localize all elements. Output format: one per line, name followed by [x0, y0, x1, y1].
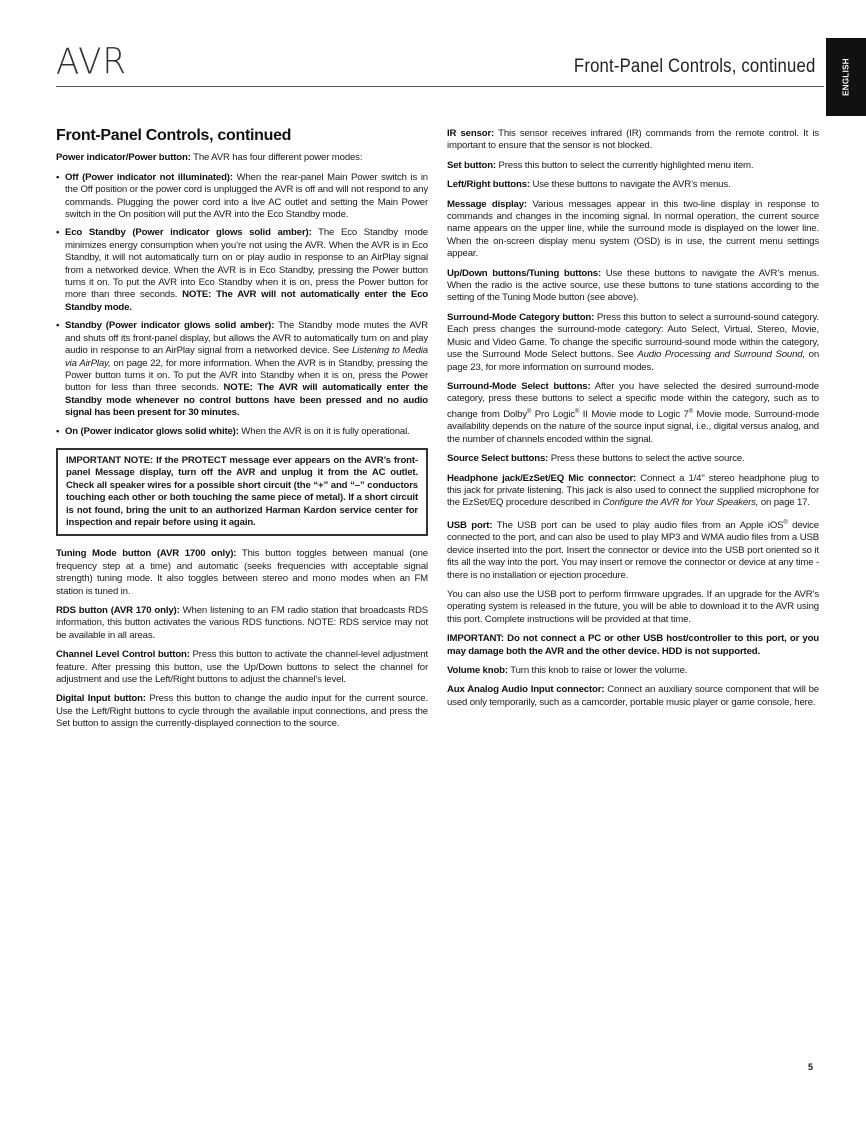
brand-logo: AVR — [56, 41, 127, 83]
mode-label: Standby (Power indicator glows solid amber): — [65, 320, 275, 332]
source-select-description — [447, 453, 819, 465]
control-label: RDS button (AVR 170 only): — [56, 605, 180, 616]
control-label: Left/Right buttons: — [447, 179, 530, 191]
mode-label: Eco Standby (Power indicator glows solid amber): — [65, 227, 312, 239]
control-description — [56, 548, 428, 598]
control-text: Press this button to select the currently highlighted menu item. — [495, 159, 754, 171]
control-label: IR sensor: — [447, 128, 495, 139]
control-label: Aux Analog Audio Input connector: — [447, 684, 605, 696]
power-paragraph — [56, 152, 428, 164]
power-label: Power indicator/Power button: — [56, 152, 191, 164]
control-description — [447, 199, 819, 261]
control-label: Headphone jack/EzSet/EQ Mic connector: — [447, 472, 637, 484]
mode-note: NOTE: The AVR will automatically enter the Standby mode whenever no control buttons have been pressed and no audio signal has been present for 30 minutes. — [65, 382, 428, 419]
control-description — [56, 693, 428, 730]
important-text: IMPORTANT: Do not connect a PC or other USB host/controller to this port, or you may damage both the AVR and the other device. HDD is not supported. — [447, 633, 819, 657]
language-tab — [826, 38, 866, 116]
control-text: Use these buttons to navigate the AVR’s menus. When the radio is the active source, use these buttons to tune stations according to the setting of the Tuning Mode button (see above). — [447, 267, 819, 304]
usb-firmware-paragraph: You can also use the USB port to perform firmware upgrades. If an upgrade for the AVR’s operating system is released in the future, you will be able to download it to the AVR using this port. Complete instructions will be provided at that time. — [447, 588, 819, 625]
control-text: This sensor receives infrared (IR) commands from the remote control. It is important to ensure that the sensor is not blocked. — [447, 128, 819, 152]
mode-text: When the rear-panel Main Power switch is in the Off position or the power cord is unplugged the AVR is off and will not respond to any commands. Plugging the power cord into a live AC outlet and setting the Main Power switch in the On position will put the AVR into the Eco Standby mode. — [65, 171, 428, 221]
control-label: Message display: — [447, 198, 527, 210]
control-label: Channel Level Control button: — [56, 649, 190, 661]
important-warning — [447, 633, 819, 658]
mode-note: NOTE: The AVR will not automatically enter the Eco Standby mode. — [65, 289, 428, 313]
control-label: USB port: — [447, 519, 493, 531]
usb-description — [447, 517, 819, 582]
control-description — [447, 128, 819, 153]
control-text: Use these buttons to navigate the AVR’s menus. — [529, 179, 731, 191]
important-note-box: IMPORTANT NOTE: If the PROTECT message ever appears on the AVR’s front-panel Message display, turn off the AVR and unplug it from the AC outlet. Check all speaker wires for a possible short circuit (the “+” and “–” conductors touching each other or both touching the same piece of metal). If a short circuit is not found, bring the unit to an authorized Harman Kardon service center for inspection and repair before using it again. — [56, 448, 428, 536]
left-column — [56, 127, 429, 738]
control-text: Press these buttons to select the active source. — [548, 453, 745, 465]
list-item — [56, 426, 428, 438]
control-description — [56, 649, 428, 686]
control-description — [447, 268, 819, 305]
control-text: on page 17. — [758, 497, 810, 509]
cross-reference: Audio Processing and Surround Sound, — [637, 349, 805, 361]
language-tab-label: ENGLISH — [841, 58, 851, 96]
control-text: II Movie mode to Logic 7 — [579, 408, 689, 420]
power-text: The AVR has four different power modes: — [190, 152, 363, 164]
list-item — [56, 320, 428, 419]
headphone-description — [447, 473, 819, 510]
control-text: When listening to an FM radio station that broadcasts RDS information, this button activates the various RDS functions. NOTE: RDS service may not be available in all areas. — [56, 605, 428, 641]
cross-reference: Listening to Media via AirPlay, — [65, 345, 428, 369]
control-text: This button toggles between manual (one frequency step at a time) and automatic (seeks frequencies with acceptable signal strength) tuning mode. It also toggles between stereo and mono modes when an FM station is tuned in. — [56, 548, 428, 597]
list-item — [56, 172, 428, 222]
control-label: Source Select buttons: — [447, 453, 549, 465]
registered-mark: ® — [574, 408, 580, 415]
control-text: Connect an auxiliary source component that will be used only temporarily, such as a camcorder, portable music player or game console, here. — [447, 684, 819, 708]
control-label: Volume knob: — [447, 665, 508, 676]
control-description — [56, 605, 428, 642]
surround-category-description — [447, 312, 819, 374]
control-text: on page 23, for more information on surround modes. — [447, 349, 820, 373]
running-title: Front-Panel Controls, continued — [573, 56, 815, 77]
control-label: Surround-Mode Category button: — [447, 311, 595, 323]
control-description — [447, 160, 819, 172]
control-label: Tuning Mode button (AVR 1700 only): — [56, 548, 237, 560]
mode-text: When the AVR is on it is fully operational. — [238, 425, 410, 437]
control-text: device connected to the port, and can also be used to play MP3 and WMA audio files from a USB device inserted into the port. Insert the connector or device into the USB port oriented so it fits all the way into the port. You may insert or remove the connector or device at any time - there is no installation or ejection procedure. — [447, 519, 819, 581]
page-number: 5 — [808, 1062, 814, 1072]
control-text: Movie mode. Surround-mode availability depends on the nature of the source input signal, i.e., digital versus analog, and the number of channels encoded within the signal. — [447, 408, 819, 445]
registered-mark: ® — [526, 408, 532, 415]
control-description — [447, 684, 819, 709]
cross-reference: Configure the AVR for Your Speakers, — [602, 497, 759, 509]
control-text: Pro Logic — [531, 408, 575, 420]
control-label: Digital Input button: — [56, 693, 146, 705]
power-mode-list — [56, 172, 428, 438]
control-text: Turn this knob to raise or lower the volume. — [507, 665, 688, 676]
mode-text: The Standby mode mutes the AVR and shuts off its front-panel display, but allows the AVR to automatically turn on and play audio in response to an AirPlay signal from a networked device. See — [65, 320, 428, 357]
control-text: Various messages appear in this two-line display in response to commands and changes in the incoming signal. In normal operation, the current source name appears on the upper line, while the surround mode is displayed on the lower line. When the on-screen display menu system (OSD) is in use, the current menu settings appear. — [447, 198, 819, 260]
list-item — [56, 227, 428, 314]
control-description — [447, 179, 819, 191]
mode-label: On (Power indicator glows solid white): — [65, 425, 239, 437]
surround-select-description — [447, 381, 819, 446]
mode-label: Off (Power indicator not illuminated): — [65, 171, 233, 183]
control-text: Press this button to select a surround-sound category. Each press changes the surround-mode category: Auto Select, Virtual, Stereo, Movie, Music and Video Game. To change the specific surround-sound mode within the category, use the Surround Mode Select buttons. See — [447, 311, 819, 361]
mode-text: on page 22, for more information. When the AVR is in Standby, pressing the Power button turns it on. To put the AVR into Standby when it is on, press the Power button for less than three seconds. — [65, 357, 428, 394]
mode-text: The Eco Standby mode minimizes energy consumption when you’re not using the AVR. When the AVR is in Eco Standby, it will not automatically turn on or play audio in response to an AirPlay signal from a networked device. When the AVR is in Eco Standby, pressing the Power button turns it on. To put the AVR into Eco Standby when it is on, press the Power button for more than three seconds. — [65, 227, 428, 301]
control-text: The USB port can be used to play audio files from an Apple iOS — [492, 519, 784, 531]
right-column — [447, 128, 819, 716]
header-rule — [56, 86, 824, 87]
control-description — [447, 665, 819, 677]
control-text: Press this button to change the audio input for the current source. Use the Left/Right buttons to cycle through the available input connections, and press the Set button to assign the currently-displayed connection to the source. — [56, 693, 429, 730]
control-label: Up/Down buttons/Tuning buttons: — [447, 267, 602, 279]
control-label: Set button: — [447, 159, 496, 171]
control-text: Connect a 1/4" stereo headphone plug to this jack for private listening. This jack is also used to connect the supplied microphone for the EzSet/EQ procedure described in — [447, 472, 819, 509]
control-text: After you have selected the desired surround-mode category, press these buttons to select a specific mode within the category, such as to change from Dolby — [447, 380, 819, 420]
control-text: Press this button to activate the channel-level adjustment feature. After pressing this button, use the Up/Down buttons to select the channel for adjustment and use the Left/Right buttons to adjust the channel’s level. — [56, 649, 429, 686]
registered-mark: ® — [688, 408, 693, 415]
section-heading: Front-Panel Controls, continued — [56, 127, 292, 144]
control-label: Surround-Mode Select buttons: — [447, 380, 591, 392]
registered-mark: ® — [783, 519, 788, 526]
